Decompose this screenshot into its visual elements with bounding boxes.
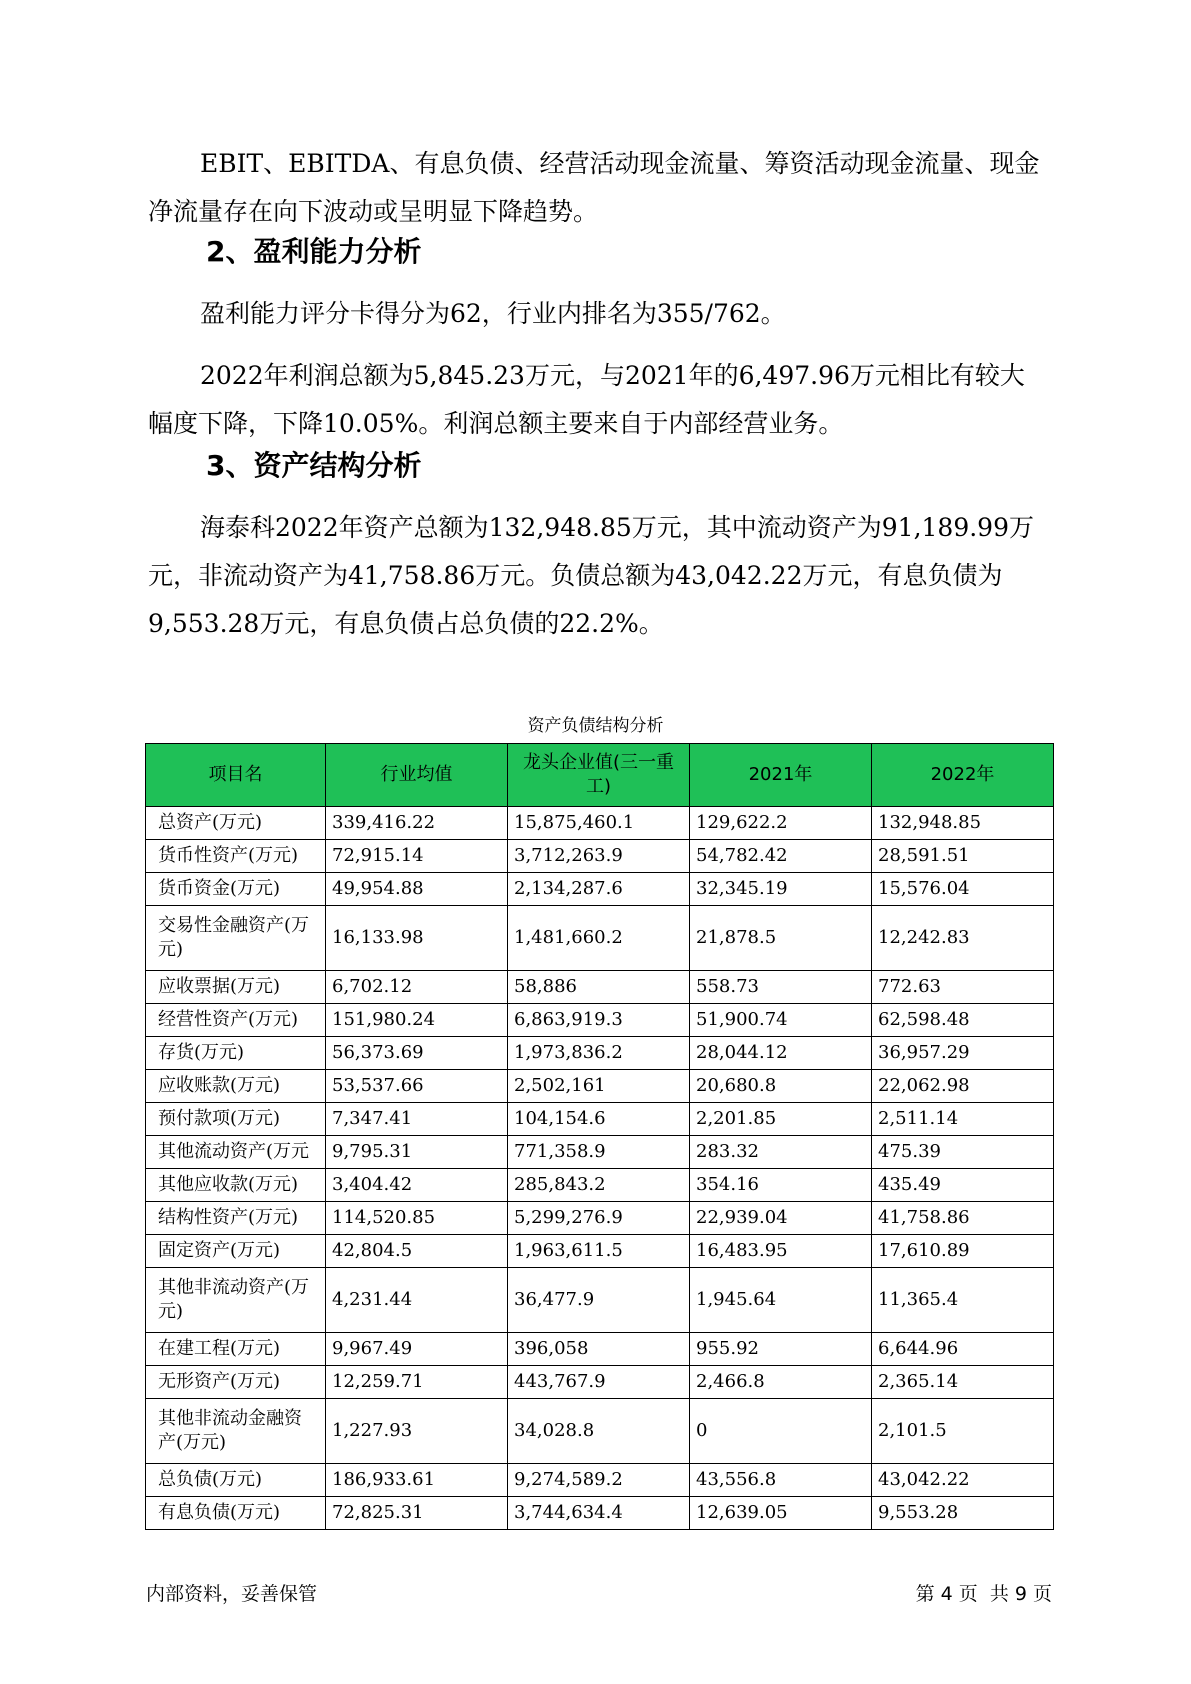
cell-2022: 2,101.5 bbox=[872, 1399, 1054, 1464]
cell-2022: 2,365.14 bbox=[872, 1366, 1054, 1399]
row-label: 结构性资产(万元) bbox=[146, 1202, 326, 1235]
cell-2022: 132,948.85 bbox=[872, 807, 1054, 840]
cell-leader: 58,886 bbox=[508, 971, 690, 1004]
cell-2021: 0 bbox=[690, 1399, 872, 1464]
cell-2021: 32,345.19 bbox=[690, 873, 872, 906]
column-header: 项目名 bbox=[146, 744, 326, 807]
cell-leader: 771,358.9 bbox=[508, 1136, 690, 1169]
table-caption: 资产负债结构分析 bbox=[527, 716, 664, 736]
cell-2021: 21,878.5 bbox=[690, 906, 872, 971]
cell-leader: 285,843.2 bbox=[508, 1169, 690, 1202]
cell-2021: 20,680.8 bbox=[690, 1070, 872, 1103]
paragraph-profit-total: 2022年利润总额为5,845.23万元，与2021年的6,497.96万元相比有较大幅度下降，下降10.05%。利润总额主要来自于内部经营业务。 bbox=[148, 361, 1025, 438]
paragraph-ebit-trend: EBIT、EBITDA、有息负债、经营活动现金流量、筹资活动现金流量、现金净流量存在向下波动或呈明显下降趋势。 bbox=[148, 149, 1040, 226]
cell-industry-avg: 9,795.31 bbox=[326, 1136, 508, 1169]
cell-leader: 36,477.9 bbox=[508, 1268, 690, 1333]
column-header: 2022年 bbox=[872, 744, 1054, 807]
cell-2022: 28,591.51 bbox=[872, 840, 1054, 873]
column-header: 龙头企业值(三一重工) bbox=[508, 744, 690, 807]
cell-industry-avg: 339,416.22 bbox=[326, 807, 508, 840]
cell-2022: 43,042.22 bbox=[872, 1464, 1054, 1497]
cell-industry-avg: 151,980.24 bbox=[326, 1004, 508, 1037]
cell-industry-avg: 6,702.12 bbox=[326, 971, 508, 1004]
cell-2022: 15,576.04 bbox=[872, 873, 1054, 906]
cell-2021: 22,939.04 bbox=[690, 1202, 872, 1235]
cell-leader: 104,154.6 bbox=[508, 1103, 690, 1136]
cell-2022: 6,644.96 bbox=[872, 1333, 1054, 1366]
table-header-row bbox=[146, 744, 1054, 807]
cell-leader: 1,481,660.2 bbox=[508, 906, 690, 971]
heading-profitability: 2、盈利能力分析 bbox=[206, 235, 422, 268]
table-row bbox=[146, 807, 1054, 840]
cell-2022: 475.39 bbox=[872, 1136, 1054, 1169]
row-label: 总资产(万元) bbox=[146, 807, 326, 840]
paragraph-scorecard: 盈利能力评分卡得分为62，行业内排名为355/762。 bbox=[200, 299, 786, 328]
cell-industry-avg: 1,227.93 bbox=[326, 1399, 508, 1464]
cell-2021: 16,483.95 bbox=[690, 1235, 872, 1268]
footer-page-number: 第 4 页 共 9 页 bbox=[915, 1583, 1052, 1605]
column-header: 2021年 bbox=[690, 744, 872, 807]
row-label: 固定资产(万元) bbox=[146, 1235, 326, 1268]
cell-2021: 354.16 bbox=[690, 1169, 872, 1202]
row-label: 经营性资产(万元) bbox=[146, 1004, 326, 1037]
row-label: 货币性资产(万元) bbox=[146, 840, 326, 873]
row-label: 货币资金(万元) bbox=[146, 873, 326, 906]
cell-2022: 9,553.28 bbox=[872, 1497, 1054, 1530]
column-header: 行业均值 bbox=[326, 744, 508, 807]
row-label: 其他非流动金融资产(万元) bbox=[146, 1399, 326, 1464]
cell-industry-avg: 53,537.66 bbox=[326, 1070, 508, 1103]
balance-sheet-table bbox=[145, 743, 1054, 1530]
cell-2021: 283.32 bbox=[690, 1136, 872, 1169]
cell-2022: 62,598.48 bbox=[872, 1004, 1054, 1037]
cell-industry-avg: 72,825.31 bbox=[326, 1497, 508, 1530]
table-row bbox=[146, 1202, 1054, 1235]
cell-leader: 2,134,287.6 bbox=[508, 873, 690, 906]
cell-industry-avg: 186,933.61 bbox=[326, 1464, 508, 1497]
row-label: 其他非流动资产(万元) bbox=[146, 1268, 326, 1333]
table-row bbox=[146, 840, 1054, 873]
cell-leader: 5,299,276.9 bbox=[508, 1202, 690, 1235]
cell-leader: 6,863,919.3 bbox=[508, 1004, 690, 1037]
cell-industry-avg: 9,967.49 bbox=[326, 1333, 508, 1366]
table-row bbox=[146, 1366, 1054, 1399]
row-label: 应收票据(万元) bbox=[146, 971, 326, 1004]
cell-2022: 17,610.89 bbox=[872, 1235, 1054, 1268]
row-label: 预付款项(万元) bbox=[146, 1103, 326, 1136]
table-row bbox=[146, 1235, 1054, 1268]
table-row bbox=[146, 1070, 1054, 1103]
cell-industry-avg: 114,520.85 bbox=[326, 1202, 508, 1235]
cell-2021: 558.73 bbox=[690, 971, 872, 1004]
cell-2021: 1,945.64 bbox=[690, 1268, 872, 1333]
table-row bbox=[146, 1497, 1054, 1530]
heading-asset-structure: 3、资产结构分析 bbox=[206, 449, 422, 482]
row-label: 存货(万元) bbox=[146, 1037, 326, 1070]
table-row bbox=[146, 1399, 1054, 1464]
cell-industry-avg: 56,373.69 bbox=[326, 1037, 508, 1070]
row-label: 交易性金融资产(万元) bbox=[146, 906, 326, 971]
row-label: 其他应收款(万元) bbox=[146, 1169, 326, 1202]
table-row bbox=[146, 1169, 1054, 1202]
cell-industry-avg: 7,347.41 bbox=[326, 1103, 508, 1136]
cell-2022: 22,062.98 bbox=[872, 1070, 1054, 1103]
row-label: 其他流动资产(万元 bbox=[146, 1136, 326, 1169]
cell-industry-avg: 16,133.98 bbox=[326, 906, 508, 971]
cell-industry-avg: 12,259.71 bbox=[326, 1366, 508, 1399]
cell-leader: 3,744,634.4 bbox=[508, 1497, 690, 1530]
footer-confidential-note: 内部资料，妥善保管 bbox=[146, 1583, 318, 1605]
cell-2022: 12,242.83 bbox=[872, 906, 1054, 971]
cell-2021: 955.92 bbox=[690, 1333, 872, 1366]
cell-2022: 435.49 bbox=[872, 1169, 1054, 1202]
cell-leader: 3,712,263.9 bbox=[508, 840, 690, 873]
cell-industry-avg: 72,915.14 bbox=[326, 840, 508, 873]
cell-2022: 11,365.4 bbox=[872, 1268, 1054, 1333]
cell-2021: 51,900.74 bbox=[690, 1004, 872, 1037]
cell-2021: 43,556.8 bbox=[690, 1464, 872, 1497]
cell-industry-avg: 42,804.5 bbox=[326, 1235, 508, 1268]
cell-2022: 772.63 bbox=[872, 971, 1054, 1004]
cell-2021: 129,622.2 bbox=[690, 807, 872, 840]
cell-industry-avg: 3,404.42 bbox=[326, 1169, 508, 1202]
cell-leader: 1,973,836.2 bbox=[508, 1037, 690, 1070]
paragraph-asset-summary: 海泰科2022年资产总额为132,948.85万元，其中流动资产为91,189.99万元，非流动资产为41,758.86万元。负债总额为43,042.22万元，有息负债为9,553.28万元，有息负债占总负债的22.2%。 bbox=[148, 513, 1034, 638]
cell-industry-avg: 49,954.88 bbox=[326, 873, 508, 906]
cell-2021: 54,782.42 bbox=[690, 840, 872, 873]
table-row bbox=[146, 1464, 1054, 1497]
row-label: 应收账款(万元) bbox=[146, 1070, 326, 1103]
row-label: 有息负债(万元) bbox=[146, 1497, 326, 1530]
cell-2022: 2,511.14 bbox=[872, 1103, 1054, 1136]
table-row bbox=[146, 971, 1054, 1004]
cell-leader: 34,028.8 bbox=[508, 1399, 690, 1464]
table-row bbox=[146, 1333, 1054, 1366]
row-label: 总负债(万元) bbox=[146, 1464, 326, 1497]
row-label: 在建工程(万元) bbox=[146, 1333, 326, 1366]
table-row bbox=[146, 906, 1054, 971]
table-row bbox=[146, 1136, 1054, 1169]
cell-leader: 9,274,589.2 bbox=[508, 1464, 690, 1497]
cell-2021: 2,466.8 bbox=[690, 1366, 872, 1399]
table-row bbox=[146, 1004, 1054, 1037]
table-row bbox=[146, 1037, 1054, 1070]
row-label: 无形资产(万元) bbox=[146, 1366, 326, 1399]
table-row bbox=[146, 873, 1054, 906]
cell-leader: 1,963,611.5 bbox=[508, 1235, 690, 1268]
cell-2021: 2,201.85 bbox=[690, 1103, 872, 1136]
table-row bbox=[146, 1103, 1054, 1136]
cell-leader: 15,875,460.1 bbox=[508, 807, 690, 840]
cell-leader: 396,058 bbox=[508, 1333, 690, 1366]
cell-leader: 443,767.9 bbox=[508, 1366, 690, 1399]
cell-leader: 2,502,161 bbox=[508, 1070, 690, 1103]
cell-2022: 36,957.29 bbox=[872, 1037, 1054, 1070]
cell-2021: 12,639.05 bbox=[690, 1497, 872, 1530]
cell-2021: 28,044.12 bbox=[690, 1037, 872, 1070]
cell-2022: 41,758.86 bbox=[872, 1202, 1054, 1235]
table-row bbox=[146, 1268, 1054, 1333]
cell-industry-avg: 4,231.44 bbox=[326, 1268, 508, 1333]
